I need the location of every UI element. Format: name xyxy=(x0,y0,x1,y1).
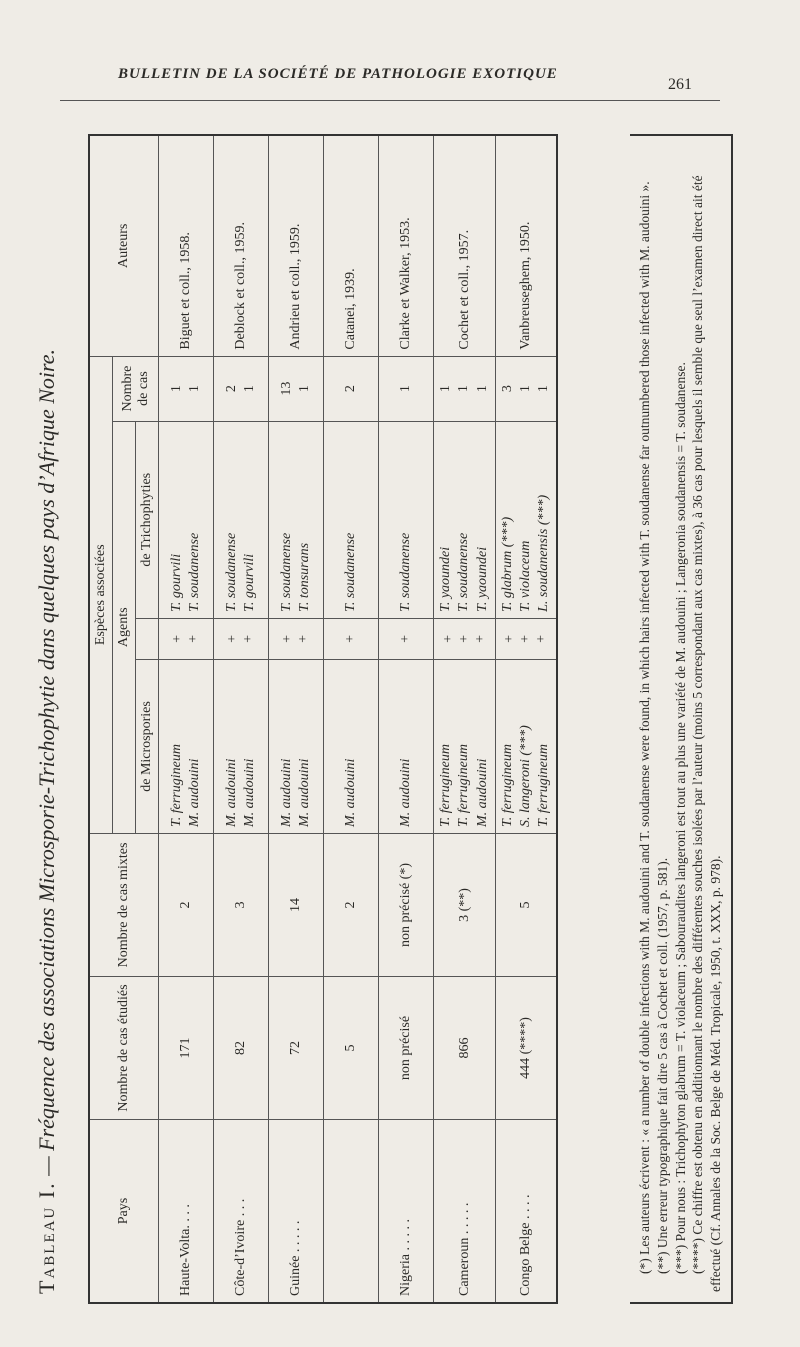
cell-microsporie xyxy=(159,659,214,833)
col-header-nombre-cas: Nombre de cas xyxy=(113,356,159,421)
cell-trichophytie xyxy=(495,421,557,618)
cell-nombre-cas-line: 1 xyxy=(187,384,203,392)
cell-cas-mixtes: 3 (**) xyxy=(434,833,496,976)
cell-microsporie-line: T. ferrugineum xyxy=(499,743,515,827)
cell-microsporie-line: M. audouini xyxy=(474,758,490,827)
cell-cas-mixtes: 2 xyxy=(159,833,214,976)
cell-agent-sign-line: + xyxy=(440,634,456,643)
cell-microsporie-line: T. ferrugineum xyxy=(456,743,472,827)
table-caption xyxy=(34,144,60,1294)
table-row xyxy=(214,135,269,1303)
cell-trichophytie xyxy=(269,421,324,618)
cell-nombre-cas-line: 2 xyxy=(224,384,240,392)
cell-pays: Haute-Volta. . . . xyxy=(159,1119,214,1303)
cell-nombre-cas-line: 1 xyxy=(297,384,313,392)
cell-agent-sign-line: + xyxy=(186,634,202,643)
table-notes xyxy=(630,134,733,1304)
cell-nombre-cas-line: 3 xyxy=(499,384,515,392)
cell-nombre-cas-line: 2 xyxy=(343,384,359,392)
table-body xyxy=(159,135,558,1303)
cell-nombre-cas xyxy=(495,356,557,421)
cell-agent-sign-line: + xyxy=(398,634,414,643)
col-header-pays: Pays xyxy=(89,1119,159,1303)
cell-agent-sign xyxy=(379,618,434,659)
cell-trichophytie-line: T. gourvili xyxy=(242,553,258,612)
cell-cas-etudies: 444 (****) xyxy=(495,976,557,1119)
cell-microsporie-line: M. audouini xyxy=(398,758,414,827)
cell-trichophytie-line: T. soudanense xyxy=(187,532,203,612)
cell-cas-etudies: 171 xyxy=(159,976,214,1119)
cell-agent-sign-line: + xyxy=(502,634,518,643)
cell-nombre-cas xyxy=(379,356,434,421)
cell-microsporie xyxy=(379,659,434,833)
cell-cas-etudies: 82 xyxy=(214,976,269,1119)
cell-nombre-cas-line: 1 xyxy=(518,384,534,392)
col-header-agents: Agents xyxy=(113,421,136,833)
cell-nombre-cas-line: 1 xyxy=(536,384,552,392)
cell-nombre-cas-line: 1 xyxy=(456,384,472,392)
cell-cas-etudies: 72 xyxy=(269,976,324,1119)
cell-microsporie-line: S. langeroni (***) xyxy=(518,724,534,827)
cell-nombre-cas-line: 1 xyxy=(242,384,258,392)
cell-microsporie-line: T. ferrugineum xyxy=(536,743,552,827)
cell-pays xyxy=(324,1119,379,1303)
table-row xyxy=(324,135,379,1303)
cell-trichophytie-line: T. soudanense xyxy=(456,532,472,612)
col-header-trichophyties: de Trichophyties xyxy=(136,421,159,618)
cell-trichophytie-line: T. soudanense xyxy=(398,532,414,612)
cell-agent-sign-line: + xyxy=(280,634,296,643)
cell-agent-sign xyxy=(495,618,557,659)
cell-cas-mixtes: 2 xyxy=(324,833,379,976)
cell-nombre-cas-line: 1 xyxy=(169,384,185,392)
cell-pays: Guinée . . . . . xyxy=(269,1119,324,1303)
cell-agent-sign xyxy=(269,618,324,659)
cell-agent-sign-line: + xyxy=(343,634,359,643)
cell-auteur: Catanei, 1939. xyxy=(324,135,379,356)
cell-auteur: Cochet et coll., 1957. xyxy=(434,135,496,356)
cell-trichophytie-line: T. glabrum (***) xyxy=(499,516,515,612)
cell-auteur: Vanbreuseghem, 1950. xyxy=(495,135,557,356)
table-sheet xyxy=(30,124,770,1334)
caption-lead: Tableau I. xyxy=(34,1180,59,1294)
cell-agent-sign xyxy=(324,618,379,659)
cell-nombre-cas xyxy=(434,356,496,421)
cell-nombre-cas xyxy=(214,356,269,421)
cell-microsporie xyxy=(434,659,496,833)
cell-nombre-cas-line: 1 xyxy=(398,384,414,392)
cell-trichophytie-line: T. tonsurans xyxy=(297,542,313,612)
cell-nombre-cas xyxy=(324,356,379,421)
cell-pays: Cameroun . . . . . xyxy=(434,1119,496,1303)
cell-auteur: Clarke et Walker, 1953. xyxy=(379,135,434,356)
col-header-microspories: de Microspories xyxy=(136,659,159,833)
note-4: (****) Ce chiffre est obtenu en additionnant le nombre des différentes souches isolées par l’auteur (moins 5 correspondant aux cas mixtes), à 36 cas pour lesquels il semble que seul l’examen direct ait été effectué (Cf. Annales de la Soc. Belge de Méd. Tropicale, 1950, t. XXX, p. 978). xyxy=(690,174,724,1292)
cell-auteur: Deblock et coll., 1959. xyxy=(214,135,269,356)
cell-trichophytie-line: T. soudanense xyxy=(343,532,359,612)
cell-agent-sign-line: + xyxy=(296,634,312,643)
cell-microsporie-line: T. ferrugineum xyxy=(169,743,185,827)
note-1: (*) Les auteurs écrivent : « a number of double infections with M. audouini and T. soudanense were found, in which hairs infected with T. soudanense far outnumbered those infected with M. audouini ». xyxy=(637,180,652,1274)
cell-nombre-cas-line: 1 xyxy=(438,384,454,392)
rotated-table-area xyxy=(0,110,800,1347)
cell-cas-etudies: non précisé xyxy=(379,976,434,1119)
col-header-especes: Espèces associées xyxy=(89,356,113,833)
cell-trichophytie-line: T. yaoundei xyxy=(438,546,454,612)
note-3: (***) Pour nous : Trichophyton glabrum = T. violaceum ; Sabouraudites langeroni est tout au plus une variété de M. audouini ; Langeronia soudanensis = T. soudanense. xyxy=(672,361,688,1274)
header-rule xyxy=(60,100,720,101)
cell-agent-sign-line: + xyxy=(170,634,186,643)
cell-trichophytie xyxy=(214,421,269,618)
cell-pays: Congo Belge . . . . xyxy=(495,1119,557,1303)
cell-agent-sign-line: + xyxy=(225,634,241,643)
cell-auteur: Andrieu et coll., 1959. xyxy=(269,135,324,356)
cell-cas-mixtes: 5 xyxy=(495,833,557,976)
cell-trichophytie-line: T. soudanense xyxy=(279,532,295,612)
col-header-cas-etudies: Nombre de cas étudiés xyxy=(89,976,159,1119)
cell-agent-sign-line: + xyxy=(241,634,257,643)
note-2: (**) Une erreur typographique fait dire 5 cas à Cochet et coll. (1957, p. 581). xyxy=(654,857,670,1274)
cell-trichophytie xyxy=(379,421,434,618)
cell-nombre-cas xyxy=(269,356,324,421)
cell-microsporie-line: M. audouini xyxy=(187,758,203,827)
cell-cas-etudies: 866 xyxy=(434,976,496,1119)
col-header-cas-mixtes: Nombre de cas mixtes xyxy=(89,833,159,976)
cell-microsporie xyxy=(214,659,269,833)
cell-agent-sign-line: + xyxy=(518,634,534,643)
cell-nombre-cas-line: 13 xyxy=(279,381,295,396)
data-table xyxy=(88,134,558,1304)
running-head: BULLETIN DE LA SOCIÉTÉ DE PATHOLOGIE EXOTIQUE xyxy=(118,66,558,82)
cell-cas-mixtes: non précisé (*) xyxy=(379,833,434,976)
cell-pays: Côte-d’Ivoire . . . xyxy=(214,1119,269,1303)
cell-trichophytie-line: T. gourvili xyxy=(169,553,185,612)
caption-title: — Fréquence des associations Microsporie-Trichophytie dans quelques pays d’Afrique Noire. xyxy=(34,348,59,1176)
cell-cas-etudies: 5 xyxy=(324,976,379,1119)
cell-microsporie-line: T. ferrugineum xyxy=(438,743,454,827)
page-number: 261 xyxy=(668,76,692,93)
table-row xyxy=(269,135,324,1303)
cell-pays: Nigeria . . . . . xyxy=(379,1119,434,1303)
cell-agent-sign-line: + xyxy=(456,634,472,643)
cell-microsporie-line: M. audouini xyxy=(242,758,258,827)
cell-agent-sign-line: + xyxy=(472,634,488,643)
cell-auteur: Biguet et coll., 1958. xyxy=(159,135,214,356)
cell-trichophytie-line: T. violaceum xyxy=(518,540,534,612)
cell-trichophytie-line: T. soudanense xyxy=(224,532,240,612)
cell-agent-sign xyxy=(214,618,269,659)
cell-trichophytie xyxy=(434,421,496,618)
table-row xyxy=(379,135,434,1303)
table-row xyxy=(159,135,214,1303)
cell-microsporie xyxy=(269,659,324,833)
cell-cas-mixtes: 14 xyxy=(269,833,324,976)
cell-agent-sign xyxy=(159,618,214,659)
col-header-auteurs: Auteurs xyxy=(89,135,159,356)
table-row xyxy=(434,135,496,1303)
table-row xyxy=(495,135,557,1303)
cell-microsporie-line: M. audouini xyxy=(279,758,295,827)
cell-cas-mixtes: 3 xyxy=(214,833,269,976)
cell-agent-sign-line: + xyxy=(534,634,550,643)
cell-trichophytie-line: L. soudanensis (***) xyxy=(536,494,552,612)
cell-nombre-cas xyxy=(159,356,214,421)
cell-trichophytie-line: T. yaoundei xyxy=(474,546,490,612)
cell-microsporie xyxy=(495,659,557,833)
cell-agent-sign xyxy=(434,618,496,659)
cell-nombre-cas-line: 1 xyxy=(474,384,490,392)
cell-trichophytie xyxy=(159,421,214,618)
cell-microsporie-line: M. audouini xyxy=(343,758,359,827)
cell-microsporie-line: M. audouini xyxy=(224,758,240,827)
cell-microsporie-line: M. audouini xyxy=(297,758,313,827)
cell-trichophytie xyxy=(324,421,379,618)
cell-microsporie xyxy=(324,659,379,833)
